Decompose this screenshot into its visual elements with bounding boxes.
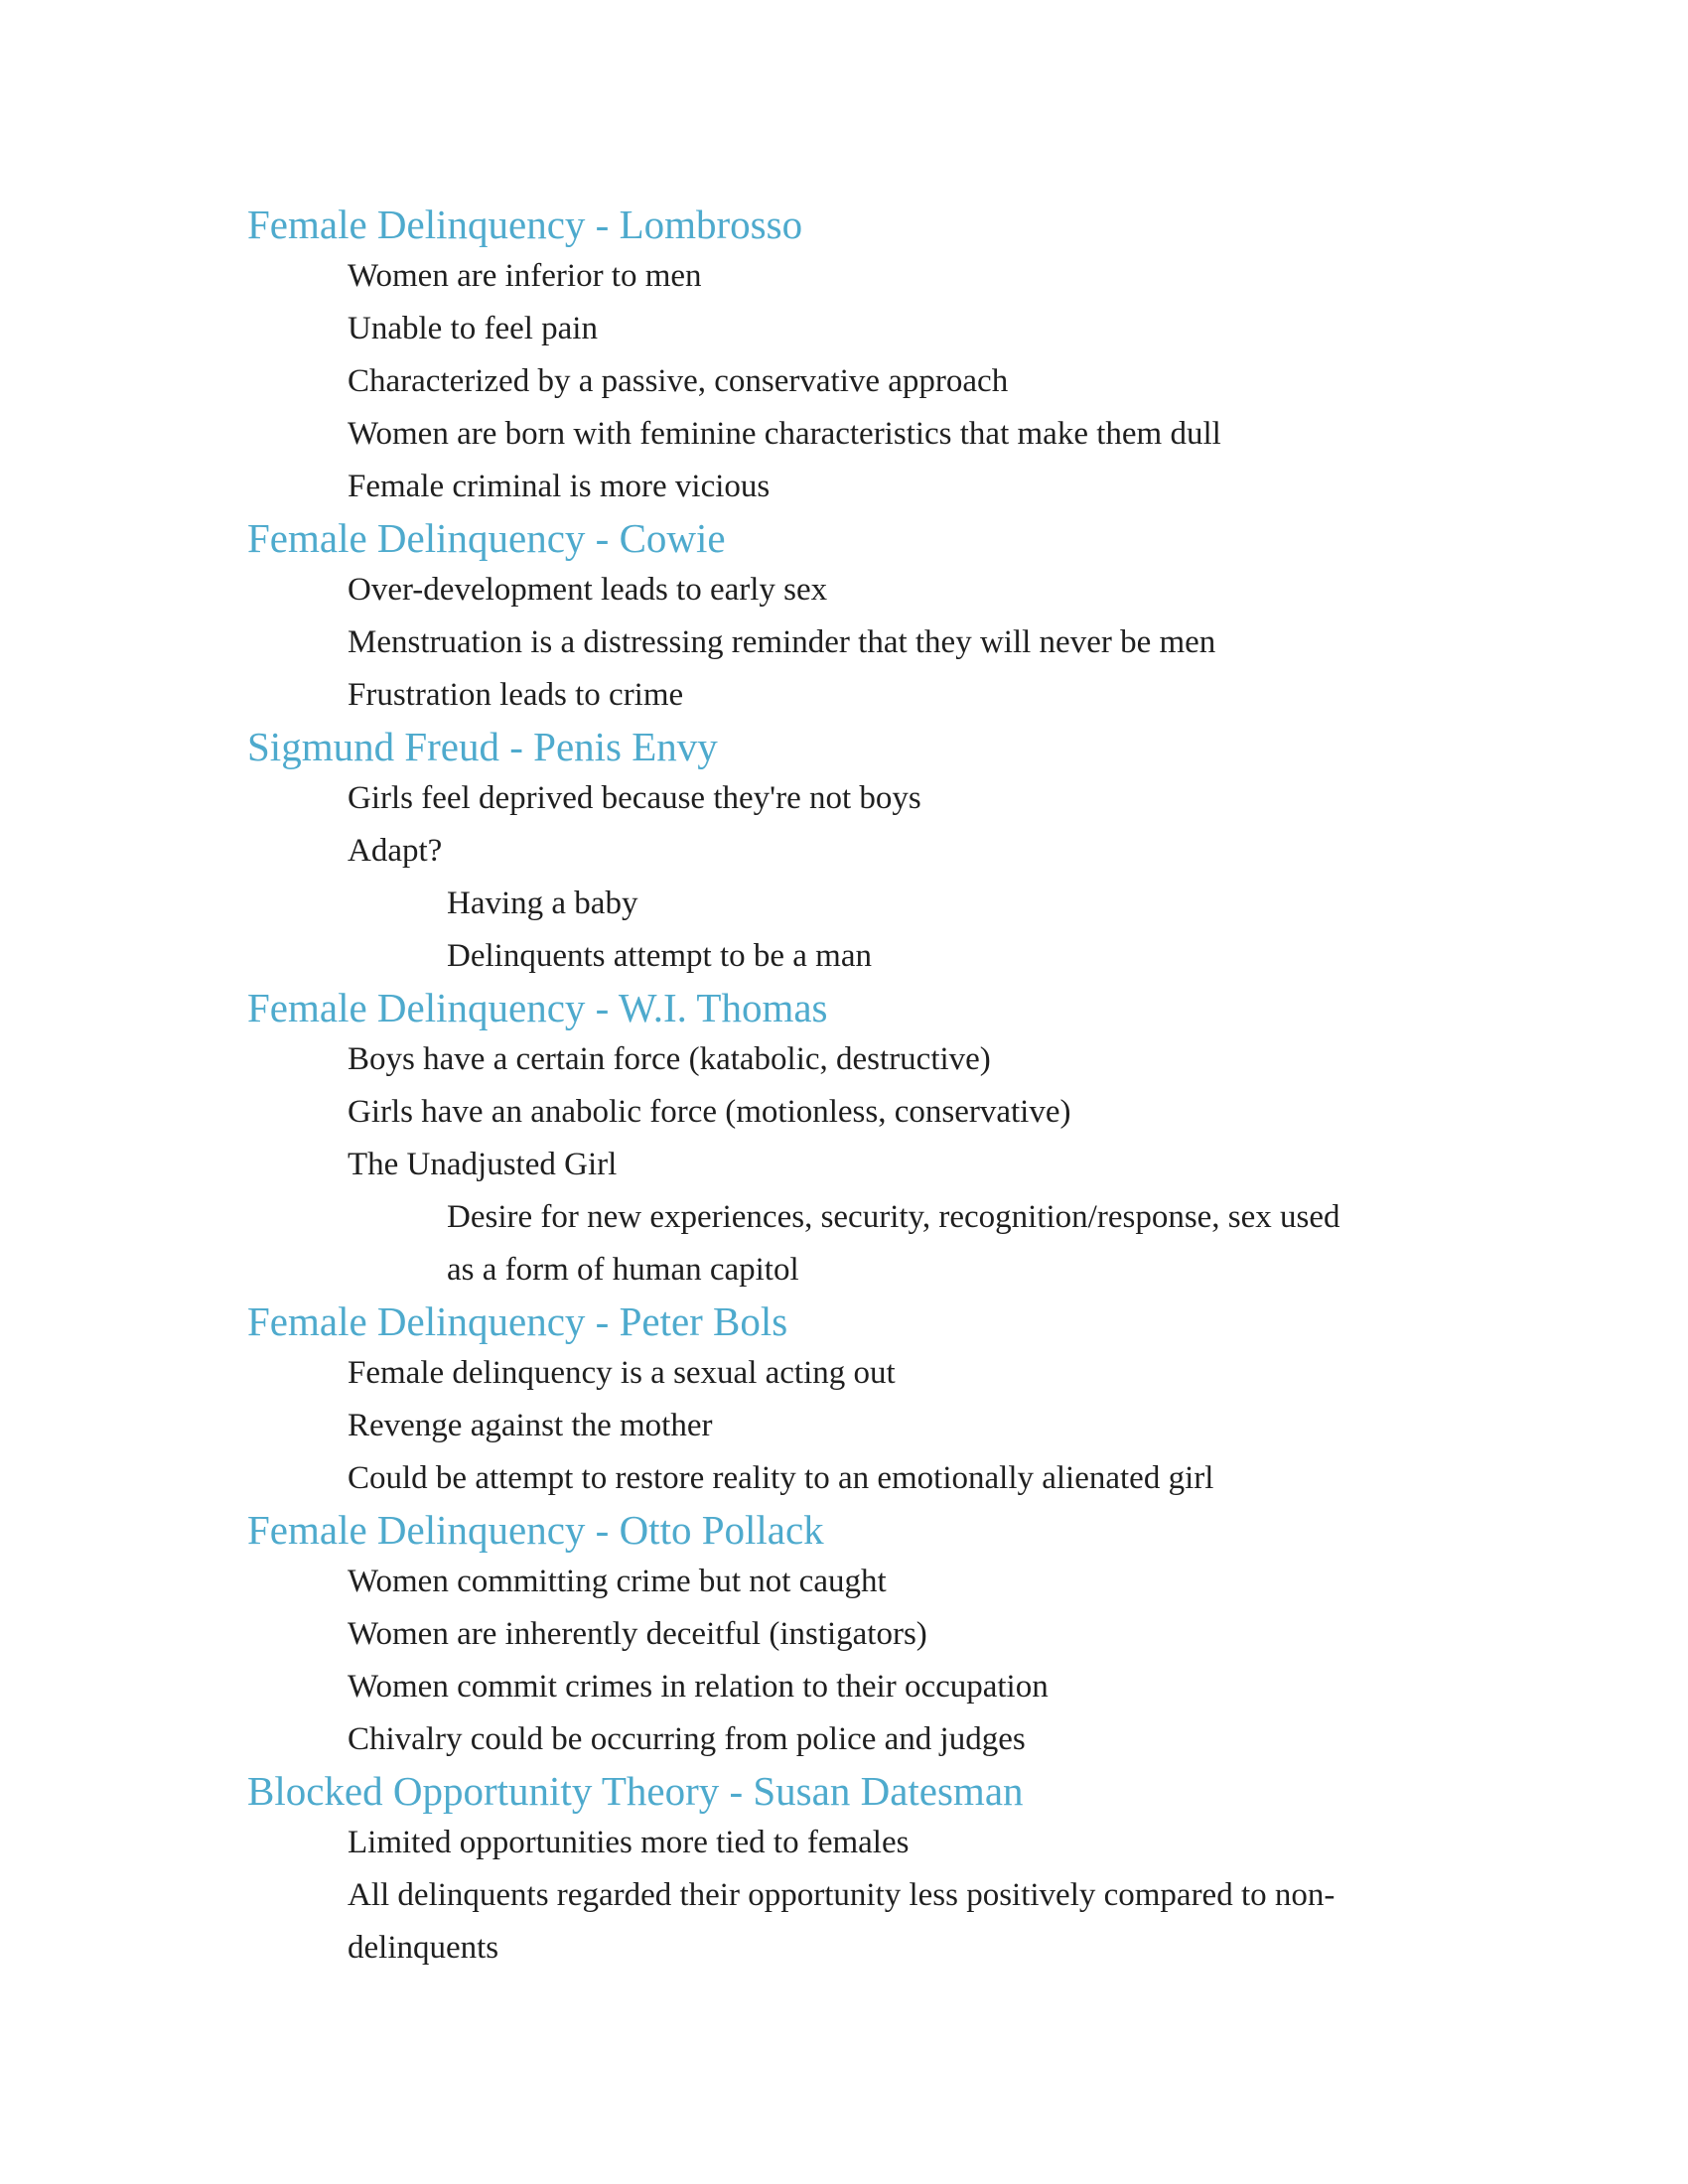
outline-item: Female delinquency is a sexual acting out bbox=[348, 1355, 896, 1391]
section-heading-lombrosso: Female Delinquency - Lombrosso bbox=[247, 202, 803, 247]
notes-outline bbox=[247, 200, 1538, 1975]
outline-item: Chivalry could be occurring from police and judges bbox=[348, 1721, 1026, 1757]
section-heading-freud: Sigmund Freud - Penis Envy bbox=[247, 724, 718, 769]
outline-item: Women are inferior to men bbox=[348, 258, 702, 294]
outline-item: Unable to feel pain bbox=[348, 311, 598, 346]
outline-item: Women committing crime but not caught bbox=[348, 1564, 887, 1599]
outline-item: All delinquents regarded their opportunity less positively compared to non- bbox=[348, 1877, 1336, 1913]
section-heading-thomas: Female Delinquency - W.I. Thomas bbox=[247, 985, 828, 1030]
outline-subitem: Delinquents attempt to be a man bbox=[447, 938, 872, 974]
outline-item: Girls feel deprived because they're not boys bbox=[348, 780, 921, 816]
section-heading-pollack: Female Delinquency - Otto Pollack bbox=[247, 1507, 824, 1553]
outline-subitem: Desire for new experiences, security, recognition/response, sex used bbox=[447, 1199, 1340, 1235]
outline-item: Girls have an anabolic force (motionless, conservative) bbox=[348, 1094, 1071, 1130]
outline-item: Revenge against the mother bbox=[348, 1408, 713, 1443]
outline-item: Menstruation is a distressing reminder that they will never be men bbox=[348, 624, 1216, 660]
outline-item: Characterized by a passive, conservative approach bbox=[348, 363, 1009, 399]
outline-item: Women are inherently deceitful (instigators) bbox=[348, 1616, 927, 1652]
outline-item: Boys have a certain force (katabolic, destructive) bbox=[348, 1041, 991, 1077]
section-heading-bols: Female Delinquency - Peter Bols bbox=[247, 1298, 788, 1344]
outline-item: The Unadjusted Girl bbox=[348, 1147, 618, 1182]
outline-item: Frustration leads to crime bbox=[348, 677, 684, 713]
section-heading-datesman: Blocked Opportunity Theory - Susan Datesman bbox=[247, 1768, 1024, 1814]
outline-item: Could be attempt to restore reality to an emotionally alienated girl bbox=[348, 1460, 1214, 1496]
outline-subitem: as a form of human capitol bbox=[447, 1252, 799, 1288]
outline-item: Limited opportunities more tied to females bbox=[348, 1825, 910, 1860]
outline-item: Female criminal is more vicious bbox=[348, 469, 771, 504]
outline-subitem: Having a baby bbox=[447, 886, 638, 921]
outline-item: Adapt? bbox=[348, 833, 443, 869]
outline-item: Over-development leads to early sex bbox=[348, 572, 828, 608]
outline-item: Women commit crimes in relation to their occupation bbox=[348, 1669, 1049, 1705]
outline-item: delinquents bbox=[348, 1930, 499, 1966]
section-heading-cowie: Female Delinquency - Cowie bbox=[247, 515, 726, 561]
outline-item: Women are born with feminine characteristics that make them dull bbox=[348, 416, 1221, 452]
